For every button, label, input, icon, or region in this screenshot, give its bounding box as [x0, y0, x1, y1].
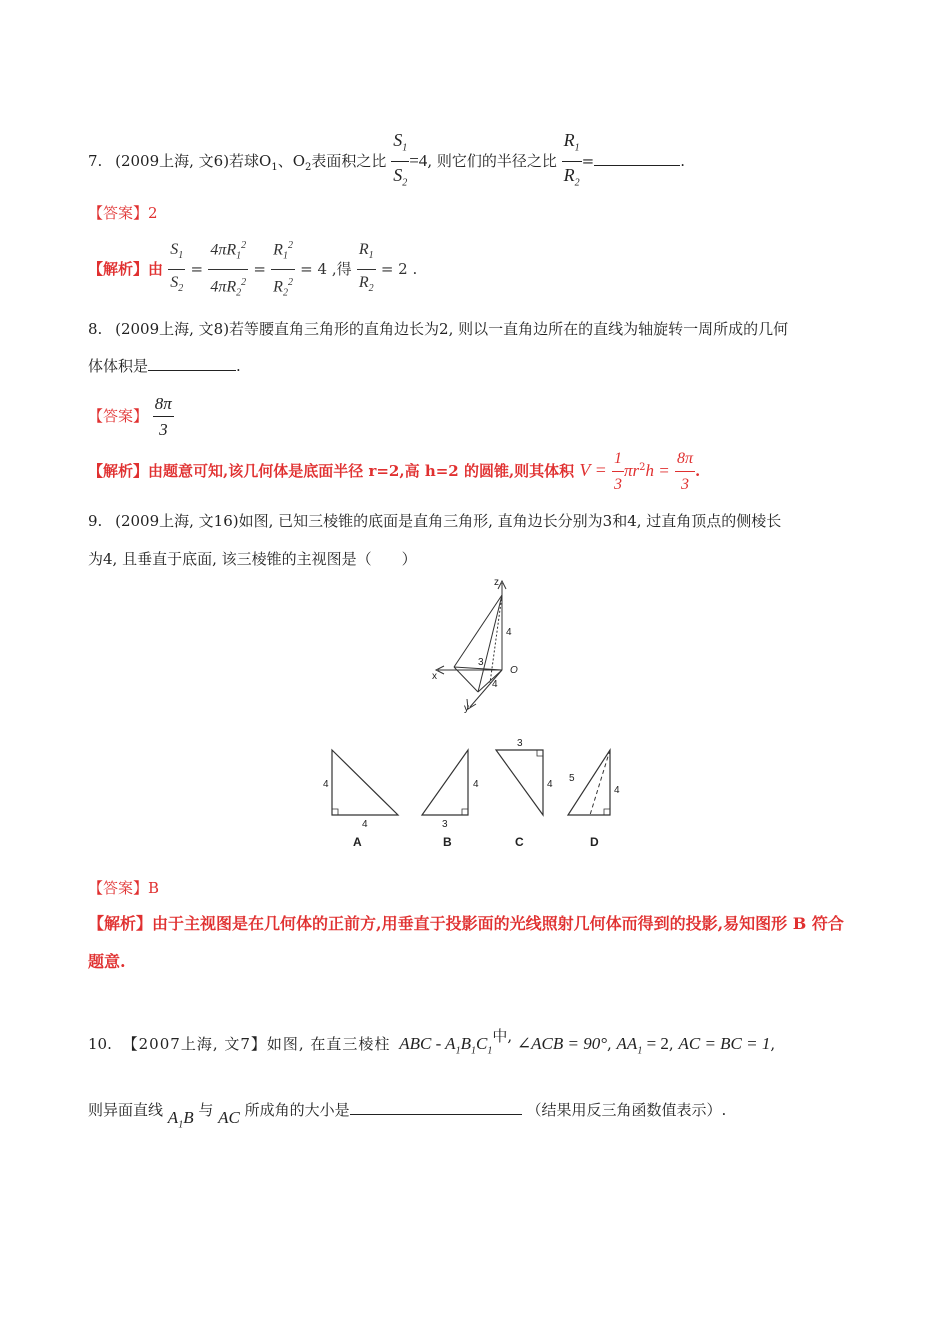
question-7 — [88, 128, 685, 196]
answer-9 — [88, 877, 159, 898]
edge-label: 3 — [478, 657, 484, 668]
denominator: S — [393, 164, 403, 185]
option-d-letter: D — [590, 835, 599, 849]
denominator: 3 — [159, 419, 168, 439]
denominator: 3 — [613, 475, 622, 493]
answer-value: 2 — [148, 204, 158, 222]
fraction-r1-r2 — [562, 128, 582, 196]
formula: h = — [645, 461, 670, 480]
subscript: 1 — [470, 1045, 476, 1057]
explanation-7: 【解析】由 $\frac{S_1}{S_2}$ = $\frac{4\pi R_1^2}{4\pi R_2^2}$ = $\frac{R_1^2}{R_2^2}$ = 4 ,得 $\frac{R_1}{R_2}$ = 2 . — [88, 234, 417, 306]
question-8-line2 — [88, 355, 241, 376]
origin-label: O — [510, 665, 518, 676]
prism-part: C — [475, 1034, 488, 1053]
numerator: 1 — [612, 447, 624, 472]
question-9-line2 — [88, 548, 417, 569]
question-text: 所成角的大小是 — [244, 1101, 350, 1119]
question-text: （结果用反三角函数值表示）. — [526, 1101, 727, 1119]
prism-part: B — [460, 1034, 471, 1053]
prism-name — [399, 1034, 493, 1057]
subscript: 1 — [271, 162, 278, 174]
option-c-letter: C — [515, 835, 524, 849]
question-text: 为4, 且垂直于底面, 该三棱锥的主视图是（ ） — [88, 550, 417, 568]
fraction: $\frac{R_1^2}{R_2^2}$ — [271, 234, 295, 306]
prism-part: ABC - A — [399, 1034, 456, 1053]
question-text: (2009上海, 文16)如图, 已知三棱锥的底面是直角三角形, 直角边长分别为3和4, 过直角顶点的侧棱长 — [115, 512, 782, 530]
equals-sign: = — [581, 152, 595, 171]
superscript: 2 — [639, 462, 646, 473]
edge-condition: AC = BC = 1 — [678, 1034, 771, 1053]
question-number: 9. — [88, 512, 103, 530]
formula: V = — [579, 460, 607, 480]
fraction: $\frac{S_1}{S_2}$ — [168, 238, 185, 301]
question-number: 8. — [88, 320, 103, 338]
numerator: 8π — [675, 447, 695, 472]
question-text: , 则它们的半径之比 — [427, 152, 557, 171]
fraction: $\frac{4\pi R_1^2}{4\pi R_2^2}$ — [208, 234, 248, 306]
question-text: 【2007上海, 文7】如图, 在直三棱柱 — [122, 1035, 391, 1053]
subscript: 1 — [574, 142, 580, 154]
period: . — [680, 152, 685, 171]
explanation-tag: 【解析】 — [88, 462, 149, 480]
answer-tag: 【答案】 — [88, 879, 149, 897]
denominator: R — [563, 164, 575, 185]
question-10: 10. 【2007上海, 文7】如图, 在直三棱柱 ABC - $A_1B_1C_1$中, ∠ACB = 90°, $AA_1 = 2$, AC = BC = 1, — [88, 1027, 776, 1057]
explanation-text: 由于主视图是在几何体的正前方,用垂直于投影面的光线照射几何体而得到的投影,易知图形 B 符合 — [152, 914, 844, 933]
subscript: 1 — [178, 1119, 184, 1131]
edge-part: = 2 — [642, 1034, 669, 1053]
fraction — [612, 447, 624, 498]
question-text: 、O — [277, 152, 306, 171]
fraction-s1-s2 — [391, 128, 409, 196]
question-text: 则异面直线 — [88, 1101, 164, 1119]
answer-value: B — [148, 879, 160, 897]
period: . — [694, 462, 701, 480]
subscript: 1 — [637, 1045, 643, 1057]
answer-7 — [88, 202, 158, 223]
explanation-9-line2 — [88, 949, 126, 972]
pyramid-3d-figure — [420, 575, 540, 715]
equation-text: = 2 . — [380, 260, 418, 279]
axis-label-x: x — [432, 671, 437, 682]
fraction — [675, 447, 695, 498]
line-ac: AC — [218, 1108, 240, 1127]
subscript: 1 — [487, 1045, 493, 1057]
subscript: 2 — [402, 177, 408, 189]
option-c-label: 4 — [547, 779, 553, 790]
equation-text: = 4 ,得 — [300, 260, 352, 279]
option-d-label: 5 — [569, 773, 575, 784]
option-c-label: 3 — [517, 738, 523, 749]
question-text: (2009上海, 文8)若等腰直角三角形的直角边长为2, 则以一直角边所在的直线为轴旋转一周所成的几何 — [115, 320, 789, 338]
numerator: R — [563, 130, 575, 150]
line-a1b — [167, 1108, 194, 1131]
question-number: 10. — [88, 1035, 112, 1053]
angle-condition: ∠ACB = 90° — [516, 1034, 607, 1053]
fraction: $\frac{R_1}{R_2}$ — [357, 238, 376, 301]
numerator: 8π — [153, 392, 174, 417]
question-number: 7. — [88, 152, 103, 171]
answer-8 — [88, 390, 174, 443]
explanation-text: 由 — [148, 260, 164, 279]
answer-blank — [350, 1113, 522, 1115]
option-a-letter: A — [353, 835, 362, 849]
subscript: 1 — [402, 142, 408, 154]
axis-label-z: z — [494, 577, 499, 588]
axis-label-y: y — [464, 703, 469, 714]
subscript: 2 — [574, 177, 580, 189]
answer-blank — [148, 369, 236, 371]
explanation-tag: 【解析】 — [88, 914, 153, 933]
question-text: 与 — [198, 1101, 214, 1119]
explanation-text: 题意. — [88, 952, 126, 971]
explanation-9 — [88, 911, 844, 934]
formula: πr — [623, 461, 640, 480]
question-text: (2009上海, 文6)若球O — [115, 152, 272, 171]
equation: =4 — [409, 151, 428, 171]
answer-blank — [594, 164, 680, 166]
edge-part: AA — [616, 1034, 638, 1053]
edge-label: 4 — [506, 627, 512, 638]
question-8 — [88, 318, 788, 339]
option-a-label: 4 — [362, 819, 368, 830]
question-text: 体体积是 — [88, 357, 149, 375]
question-9 — [88, 510, 781, 531]
edge-condition — [616, 1034, 669, 1057]
option-a-label: 4 — [323, 779, 329, 790]
option-b-letter: B — [443, 835, 452, 849]
answer-fraction — [153, 392, 174, 443]
option-d-label: 4 — [614, 785, 620, 796]
question-text: 表面积之比 — [311, 152, 387, 171]
option-b-label: 4 — [473, 779, 479, 790]
period: . — [236, 357, 241, 375]
denominator: 3 — [680, 475, 689, 493]
numerator: S — [393, 130, 403, 150]
explanation-tag: 【解析】 — [88, 260, 149, 279]
option-b-label: 3 — [442, 819, 448, 830]
question-10-line2 — [88, 1092, 726, 1143]
edge-label: 4 — [492, 679, 498, 690]
line-part: A — [167, 1108, 179, 1127]
question-text: 中, — [492, 1027, 513, 1045]
answer-tag: 【答案】 — [88, 204, 149, 222]
subscript: 2 — [305, 162, 312, 174]
explanation-8 — [88, 442, 700, 498]
answer-tag: 【答案】 — [88, 407, 149, 425]
subscript: 1 — [455, 1045, 461, 1057]
explanation-text: 由题意可知,该几何体是底面半径 r=2,高 h=2 的圆锥,则其体积 — [148, 462, 575, 480]
answer-options-figure — [310, 735, 640, 860]
line-part: B — [183, 1108, 194, 1127]
